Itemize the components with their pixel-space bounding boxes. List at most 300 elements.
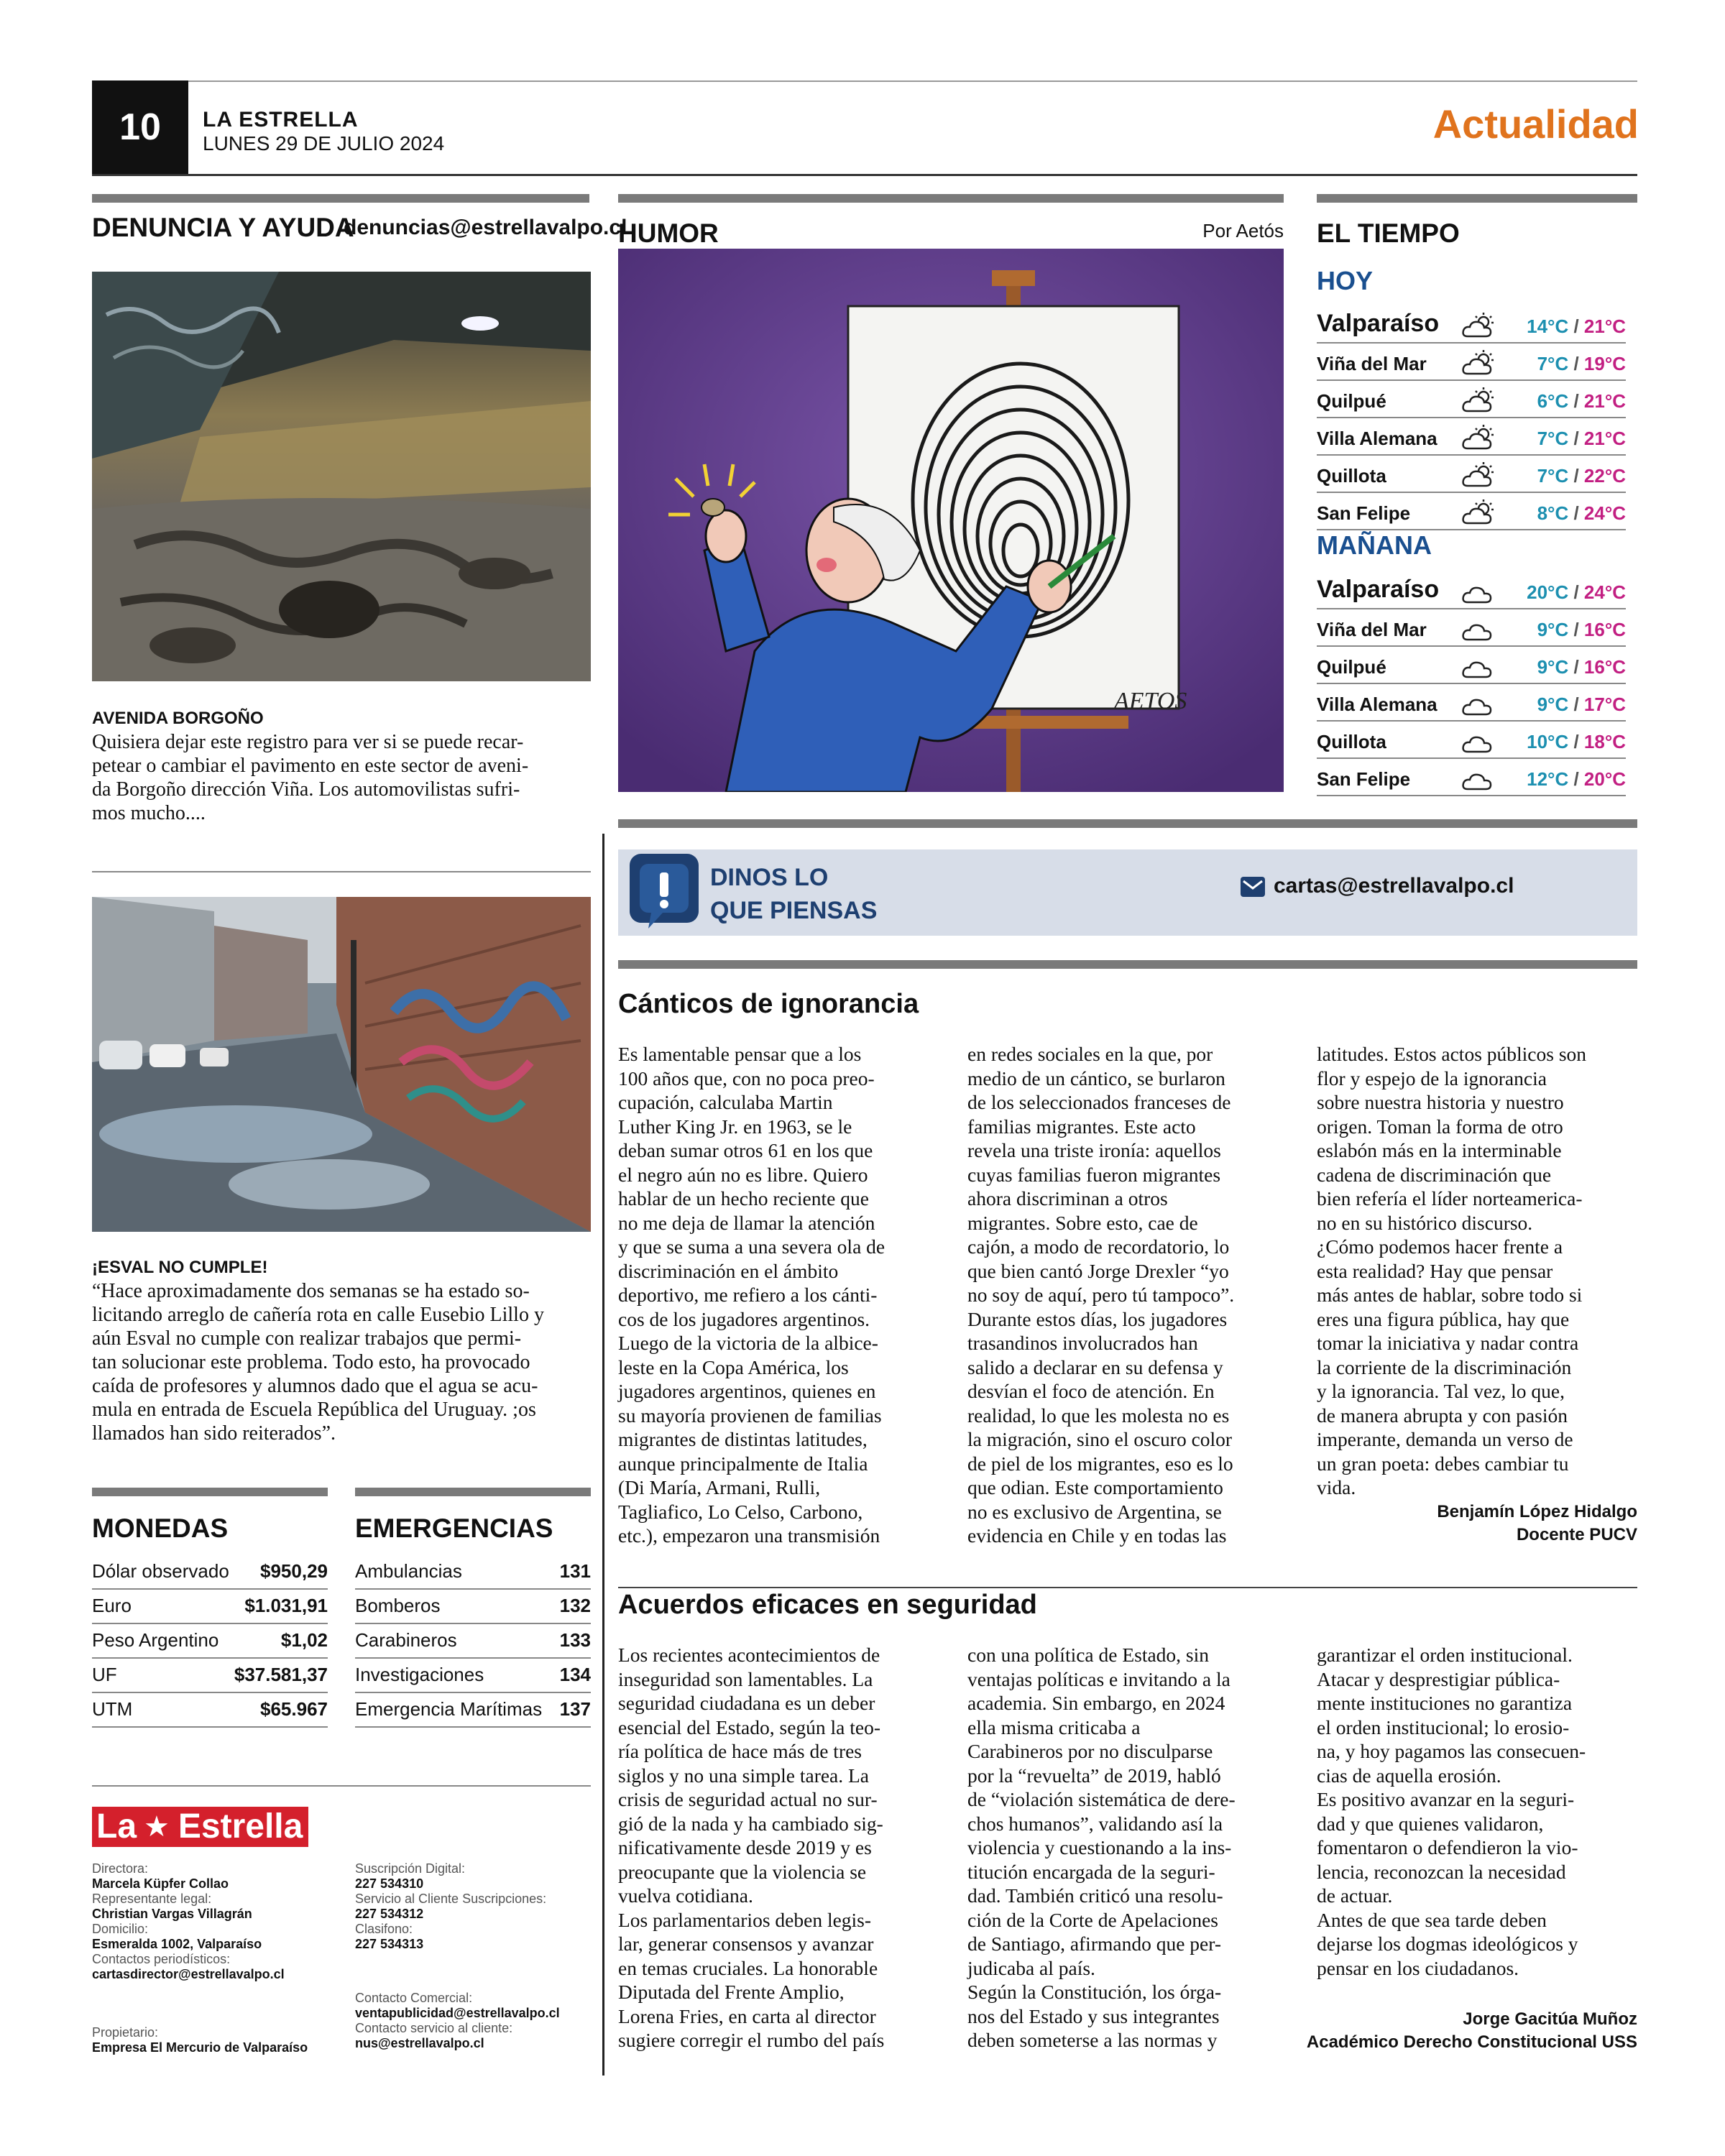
cartoon-image — [618, 249, 1284, 792]
weather-city: Quillota — [1317, 731, 1386, 752]
moneda-label: Peso Argentino — [92, 1629, 219, 1651]
weather-city: Valparaíso — [1317, 576, 1440, 603]
letter-line: Según la Constitución, los órga- — [967, 1981, 1222, 2003]
moneda-label: Dólar observado — [92, 1560, 229, 1582]
weather-temp — [1527, 768, 1626, 791]
report-2-line: tan solucionar este problema. Todo esto, ha provocado — [92, 1351, 530, 1373]
letter-line: ción de la Corte de Apelaciones — [967, 1908, 1218, 1931]
letter-2-role: Académico Derecho Constitucional USS — [1306, 2032, 1637, 2052]
report-2-headline: ¡ESVAL NO CUMPLE! — [92, 1258, 268, 1277]
partly-sunny-icon-svg — [1460, 387, 1498, 415]
staff-value[interactable]: cartasdirector@estrellavalpo.cl — [92, 1967, 285, 1981]
denuncia-email[interactable]: denuncias@estrellavalpo.cl — [344, 216, 627, 239]
letter-line: nos del Estado y sus integrantes — [967, 2004, 1220, 2027]
moneda-row — [92, 1659, 328, 1693]
report-2-line: llamados han sido reiterados”. — [92, 1422, 336, 1445]
weather-max: 16°C — [1583, 656, 1626, 678]
emergencia-label: Bomberos — [355, 1595, 441, 1616]
letter-line: medio de un cántico, se burlaron — [967, 1067, 1225, 1089]
letter-line: de manera abrupta y con pasión — [1317, 1404, 1568, 1427]
cloud-icon — [1460, 765, 1498, 793]
letter-1-column-1 — [618, 1042, 949, 1548]
mail-icon — [1241, 877, 1265, 897]
weather-max: 24°C — [1583, 502, 1626, 524]
letters-top-bar — [618, 960, 1637, 969]
letter-line: Lorena Fries, en carta al director — [618, 2004, 876, 2027]
weather-min: 8°C — [1537, 502, 1569, 524]
cloud-icon — [1460, 690, 1498, 719]
letter-line: mente instituciones no garantiza — [1317, 1692, 1573, 1714]
letter-line: ría política de hace más de tres — [618, 1740, 862, 1762]
letter-2-column-3 — [1317, 1643, 1647, 1980]
letter-line: esta realidad? Hay que pensar — [1317, 1259, 1553, 1282]
letter-line: dad y que quienes validaron, — [1317, 1812, 1544, 1835]
photo-avenida-borgono — [92, 272, 591, 681]
letter-line: vida. — [1317, 1476, 1356, 1498]
weather-min: 7°C — [1537, 428, 1569, 449]
letter-line: eres una figura pública, hay que — [1317, 1307, 1570, 1330]
dinos-title — [710, 861, 877, 927]
weather-temp — [1537, 502, 1626, 525]
moneda-value: $950,29 — [260, 1560, 328, 1582]
letter-line: cadena de discriminación que — [1317, 1163, 1552, 1186]
staff-value: Esmeralda 1002, Valparaíso — [92, 1937, 262, 1951]
partly-sunny-icon — [1460, 424, 1498, 453]
staff-value[interactable]: ventapublicidad@estrellavalpo.cl — [355, 2006, 560, 2020]
weather-min: 20°C — [1527, 581, 1569, 603]
staff-label: Suscripción Digital: — [355, 1861, 466, 1876]
weather-max: 24°C — [1583, 581, 1626, 603]
report-1-line: da Borgoño dirección Viña. Los automovilistas sufri- — [92, 778, 520, 801]
weather-temp — [1537, 619, 1626, 641]
report-2-line: mula en entrada de Escuela República del Uruguay. ;os — [92, 1399, 536, 1421]
report-1-body — [92, 730, 595, 825]
monedas-title: MONEDAS — [92, 1514, 229, 1543]
partly-sunny-icon-svg — [1460, 461, 1498, 490]
letter-line: gió de la nada y ha cambiado sig- — [618, 1812, 883, 1835]
weather-city: Viña del Mar — [1317, 619, 1427, 640]
letter-line: ¿Cómo podemos hacer frente a — [1317, 1235, 1563, 1258]
letter-line: garantizar el orden institucional. — [1317, 1644, 1573, 1666]
emergencias-title: EMERGENCIAS — [355, 1514, 553, 1543]
letter-line: familias migrantes. Este acto — [967, 1115, 1196, 1138]
emergencia-label: Carabineros — [355, 1629, 457, 1651]
weather-temp — [1537, 390, 1626, 413]
letter-2-column-1 — [618, 1643, 949, 2053]
emergencia-number: 134 — [559, 1664, 591, 1685]
moneda-label: Euro — [92, 1595, 132, 1616]
letter-line: deban sumar otros 61 en los que — [618, 1139, 873, 1161]
section-title: Actualidad — [1432, 101, 1639, 147]
moneda-label: UTM — [92, 1698, 133, 1720]
letter-line: na, y hoy pagamos las consecuen- — [1317, 1740, 1586, 1762]
letter-line: no me deja de llamar la atención — [618, 1211, 875, 1234]
letter-line: flor y espejo de la ignorancia — [1317, 1067, 1547, 1089]
letter-line: tomar la iniciativa y nadar contra — [1317, 1332, 1579, 1354]
letter-line: ahora discriminan a otros — [967, 1187, 1168, 1210]
weather-temp — [1527, 315, 1626, 338]
letter-line: ella misma criticaba a — [967, 1715, 1141, 1738]
report-1-line: Quisiera dejar este registro para ver si se puede recar- — [92, 731, 524, 753]
weather-row — [1317, 417, 1626, 456]
staff-value: Marcela Küpfer Collao — [92, 1876, 229, 1891]
weather-max: 20°C — [1583, 768, 1626, 790]
letter-line: pensar en los ciudadanos. — [1317, 1956, 1519, 1979]
letter-2-column-2 — [967, 1643, 1298, 2053]
moneda-row — [92, 1555, 328, 1590]
weather-city: San Felipe — [1317, 502, 1411, 524]
report-1-headline: AVENIDA BORGOÑO — [92, 709, 264, 728]
paper-name: LA ESTRELLA — [203, 108, 359, 132]
cloud-icon-svg — [1460, 578, 1498, 607]
letter-line: por la “revuelta” de 2019, habló — [967, 1764, 1221, 1787]
letter-line: de piel de los migrantes, eso es lo — [967, 1452, 1233, 1475]
letter-line: en temas cruciales. La honorable — [618, 1956, 878, 1979]
letter-line: el negro aún no es libre. Quiero — [618, 1163, 868, 1186]
letter-line: cos de los jugadores argentinos. — [618, 1307, 870, 1330]
temp-separator: / — [1568, 315, 1584, 337]
report-2-body — [92, 1279, 595, 1445]
letter-line: Los parlamentarios deben legis- — [618, 1908, 872, 1931]
letter-line: eslabón más en la interminable — [1317, 1139, 1562, 1161]
cloud-icon — [1460, 615, 1498, 644]
emergencia-row — [355, 1590, 591, 1624]
photo-esval — [92, 897, 591, 1232]
weather-row — [1317, 757, 1626, 796]
monedas-top-bar — [92, 1488, 328, 1496]
letter-line: Los recientes acontecimientos de — [618, 1644, 880, 1666]
temp-separator: / — [1568, 428, 1584, 449]
letter-1-column-3 — [1317, 1042, 1647, 1500]
letter-line: Atacar y desprestigiar pública- — [1317, 1667, 1560, 1690]
letter-line: seguridad ciudadana es un deber — [618, 1692, 875, 1714]
letter-line: 100 años que, con no poca preo- — [618, 1067, 875, 1089]
weather-temp — [1537, 465, 1626, 487]
weather-min: 7°C — [1537, 465, 1569, 487]
partly-sunny-icon-svg — [1460, 312, 1498, 341]
letter-line: de Santiago, afirmando que per- — [967, 1932, 1222, 1955]
letter-line: y la ignorancia. Tal vez, lo que, — [1317, 1380, 1565, 1402]
weather-min: 9°C — [1537, 619, 1569, 640]
temp-separator: / — [1568, 353, 1584, 374]
weather-min: 14°C — [1527, 315, 1569, 337]
partly-sunny-icon-svg — [1460, 349, 1498, 378]
moneda-value: $65.967 — [260, 1698, 328, 1720]
cloud-icon-svg — [1460, 727, 1498, 756]
letter-line: de los seleccionados franceses de — [967, 1091, 1231, 1113]
staff-label: Servicio al Cliente Suscripciones: — [355, 1892, 547, 1906]
letter-line: migrantes de distintas latitudes, — [618, 1428, 868, 1450]
letter-line: con una política de Estado, sin — [967, 1644, 1210, 1666]
letter-line: Diputada del Frente Amplio, — [618, 1981, 845, 2003]
weather-temp — [1537, 694, 1626, 716]
weather-today-label: HOY — [1317, 266, 1374, 295]
weather-city: Villa Alemana — [1317, 694, 1438, 715]
weather-row — [1317, 299, 1626, 344]
letter-line: migrantes. Sobre esto, cae de — [967, 1211, 1198, 1234]
weather-max: 21°C — [1583, 315, 1626, 337]
partly-sunny-icon-svg — [1460, 499, 1498, 528]
weather-city: Villa Alemana — [1317, 428, 1438, 449]
letter-line: revela una triste ironía: aquellos — [967, 1139, 1221, 1161]
letter-line: lencia, reconozcan la necesidad — [1317, 1860, 1566, 1883]
moneda-value: $37.581,37 — [234, 1664, 328, 1685]
logo-la: La — [92, 1807, 141, 1847]
cloud-icon-svg — [1460, 653, 1498, 681]
weather-min: 9°C — [1537, 694, 1569, 715]
photo-avenida-borgono-image — [92, 272, 591, 681]
emergencia-number: 131 — [559, 1560, 591, 1582]
weather-max: 16°C — [1583, 619, 1626, 640]
header-top-rule — [92, 80, 1637, 82]
temp-separator: / — [1568, 694, 1584, 715]
star-icon: ★ — [141, 1807, 172, 1847]
letter-line: latitudes. Estos actos públicos son — [1317, 1043, 1587, 1065]
report-2-line: licitando arreglo de cañería rota en calle Eusebio Lillo y — [92, 1304, 544, 1326]
emergencia-number: 137 — [559, 1698, 591, 1720]
emergencia-row — [355, 1624, 591, 1659]
report-1-line: petear o cambiar el pavimento en este sector de aveni- — [92, 755, 529, 777]
partly-sunny-icon — [1460, 461, 1498, 490]
report-2-line: aún Esval no cumple con realizar trabajos que permi- — [92, 1327, 522, 1350]
cloud-icon-svg — [1460, 615, 1498, 644]
weather-min: 9°C — [1537, 656, 1569, 678]
letter-line: crisis de seguridad actual no sur- — [618, 1788, 878, 1810]
staff-label: Contactos periodísticos: — [92, 1952, 231, 1966]
weather-max: 18°C — [1583, 731, 1626, 752]
letter-line: su mayoría provienen de familias — [618, 1404, 882, 1427]
moneda-row — [92, 1624, 328, 1659]
letters-divider — [618, 1587, 1637, 1588]
letter-line: de “violación sistemática de dere- — [967, 1788, 1236, 1810]
temp-separator: / — [1568, 731, 1584, 752]
letter-line: (Di María, Armani, Rulli, — [618, 1476, 821, 1498]
report-2-line: “Hace aproximadamente dos semanas se ha estado so- — [92, 1280, 530, 1302]
letter-line: más antes de hablar, sobre todo si — [1317, 1284, 1583, 1306]
temp-separator: / — [1568, 581, 1584, 603]
letter-line: Es positivo avanzar en la seguri- — [1317, 1788, 1575, 1810]
denuncia-divider — [92, 871, 591, 872]
staff-owner — [92, 2025, 336, 2055]
weather-row — [1317, 454, 1626, 493]
letter-line: deportivo, me refiero a los cánti- — [618, 1284, 878, 1306]
letter-line: Luego de la victoria de la albice- — [618, 1332, 878, 1354]
staff-label: Propietario: — [92, 2025, 159, 2040]
temp-separator: / — [1568, 768, 1584, 790]
emergencia-label: Emergencia Marítimas — [355, 1698, 543, 1720]
emergencia-label: Investigaciones — [355, 1664, 484, 1685]
weather-city: San Felipe — [1317, 768, 1411, 790]
letter-line: judicaba al país. — [967, 1956, 1095, 1979]
emergencia-number: 132 — [559, 1595, 591, 1616]
mail-icon-svg — [1241, 877, 1265, 897]
letter-line: preocupante que la violencia se — [618, 1860, 867, 1883]
exclamation-icon-svg — [630, 854, 699, 933]
weather-max: 21°C — [1583, 390, 1626, 412]
temp-separator: / — [1568, 502, 1584, 524]
weather-min: 6°C — [1537, 390, 1569, 412]
letter-line: que bien cantó Jorge Drexler “yo — [967, 1259, 1229, 1282]
weather-city: Quillota — [1317, 465, 1386, 487]
letter-line: desvían el foco de atención. En — [967, 1380, 1215, 1402]
moneda-value: $1.031,91 — [244, 1595, 328, 1616]
weather-tomorrow-label: MAÑANA — [1317, 530, 1432, 560]
letter-line: lar, generar consensos y avanzar — [618, 1932, 874, 1955]
weather-row — [1317, 379, 1626, 418]
letter-line: esencial del Estado, según la teo- — [618, 1715, 881, 1738]
staff-value: 227 534312 — [355, 1907, 424, 1921]
staff-value: Christian Vargas Villagrán — [92, 1907, 252, 1921]
staff-label: Representante legal: — [92, 1892, 212, 1906]
weather-row — [1317, 608, 1626, 647]
letter-line: etc.), empezaron una transmisión — [618, 1524, 880, 1547]
letter-line: y que se suma a una severa ola de — [618, 1235, 886, 1258]
letter-line: cajón, a modo de recordatorio, lo — [967, 1235, 1230, 1258]
weather-row — [1317, 565, 1626, 609]
moneda-row — [92, 1693, 328, 1728]
temp-separator: / — [1568, 656, 1584, 678]
letter-1-column-2 — [967, 1042, 1298, 1548]
weather-row — [1317, 342, 1626, 381]
denuncia-top-bar — [92, 194, 589, 203]
temp-separator: / — [1568, 465, 1584, 487]
staff-label: Clasifono: — [355, 1922, 413, 1936]
letter-line: jugadores argentinos, quienes en — [618, 1380, 876, 1402]
staff-label: Directora: — [92, 1861, 149, 1876]
dinos-line-2: QUE PIENSAS — [710, 897, 878, 924]
humor-top-bar — [618, 194, 1284, 203]
letter-2-title: Acuerdos eficaces en seguridad — [618, 1590, 1037, 1620]
weather-min: 7°C — [1537, 353, 1569, 374]
cloud-icon — [1460, 578, 1498, 607]
staff-value: 227 534313 — [355, 1937, 424, 1951]
emergencias-top-bar — [355, 1488, 591, 1496]
weather-temp — [1527, 731, 1626, 753]
moneda-row — [92, 1590, 328, 1624]
emergencia-label: Ambulancias — [355, 1560, 462, 1582]
partly-sunny-icon — [1460, 349, 1498, 378]
estrella-logo — [92, 1807, 308, 1847]
letter-1-author: Benjamín López Hidalgo — [1437, 1502, 1637, 1521]
column-separator — [602, 834, 604, 2076]
staff-label: Contacto servicio al cliente: — [355, 2021, 513, 2035]
weather-top-bar — [1317, 194, 1637, 203]
dinos-email[interactable]: cartas@estrellavalpo.cl — [1274, 874, 1514, 898]
emergencia-number: 133 — [559, 1629, 591, 1651]
letter-line: Tagliafico, Lo Celso, Carbono, — [618, 1500, 863, 1523]
staff-right-contacts — [355, 1991, 592, 2051]
weather-temp — [1537, 656, 1626, 678]
cloud-icon — [1460, 727, 1498, 756]
temp-separator: / — [1568, 619, 1584, 640]
letter-line: bien refería el líder norteamerica- — [1317, 1187, 1583, 1210]
cartoon-signature: AETOS — [1114, 688, 1187, 714]
weather-city: Valparaíso — [1317, 310, 1440, 337]
denuncia-title: DENUNCIA Y AYUDA — [92, 213, 354, 242]
letter-line: deben someterse a las normas y — [967, 2029, 1218, 2051]
weather-min: 12°C — [1527, 768, 1569, 790]
staff-label: Domicilio: — [92, 1922, 149, 1936]
letter-line: realidad, lo que les molesta no es — [967, 1404, 1230, 1427]
paper-date: LUNES 29 DE JULIO 2024 — [203, 132, 445, 155]
letter-line: leste en la Copa América, los — [618, 1355, 849, 1378]
staff-label: Contacto Comercial: — [355, 1991, 473, 2005]
weather-city: Quilpué — [1317, 656, 1386, 678]
letter-line: trasandinos involucrados han — [967, 1332, 1198, 1354]
cloud-icon-svg — [1460, 690, 1498, 719]
letter-line: de actuar. — [1317, 1884, 1393, 1907]
letter-line: ventajas políticas e invitando a la — [967, 1667, 1230, 1690]
letter-line: violencia y cuestionando a la ins- — [967, 1836, 1232, 1858]
weather-title: EL TIEMPO — [1317, 218, 1460, 248]
humor-byline: Por Aetós — [1202, 220, 1284, 241]
weather-max: 17°C — [1583, 694, 1626, 715]
cloud-icon-svg — [1460, 765, 1498, 793]
letter-line: cupación, calculaba Martin — [618, 1091, 833, 1113]
letter-line: salido a declarar en su defensa y — [967, 1355, 1223, 1378]
letter-line: la corriente de la discriminación — [1317, 1355, 1572, 1378]
letter-line: en redes sociales en la que, por — [967, 1043, 1213, 1065]
letter-line: discriminación en el ámbito — [618, 1259, 839, 1282]
weather-temp — [1537, 428, 1626, 450]
report-1-line: mos mucho.... — [92, 802, 206, 824]
header-bottom-rule — [92, 174, 1637, 176]
partly-sunny-icon-svg — [1460, 424, 1498, 453]
emergencia-row — [355, 1659, 591, 1693]
emergencia-row — [355, 1693, 591, 1728]
logo-estrella: Estrella — [172, 1807, 308, 1847]
letter-1-title: Cánticos de ignorancia — [618, 989, 919, 1019]
letter-line: titución encargada de la seguri- — [967, 1860, 1215, 1883]
staff-value: 227 534310 — [355, 1876, 424, 1891]
humor-title: HUMOR — [618, 218, 719, 248]
letter-line: academia. Sin embargo, en 2024 — [967, 1692, 1225, 1714]
dinos-top-bar — [618, 819, 1637, 828]
partly-sunny-icon — [1460, 499, 1498, 528]
letter-line: no es exclusivo de Argentina, se — [967, 1500, 1222, 1523]
staff-right — [355, 1861, 592, 1952]
partly-sunny-icon — [1460, 387, 1498, 415]
weather-max: 22°C — [1583, 465, 1626, 487]
letter-line: cias de aquella erosión. — [1317, 1764, 1501, 1787]
letter-line: fomentaron o defendieron la vio- — [1317, 1836, 1578, 1858]
cloud-icon — [1460, 653, 1498, 681]
letter-line: no en su histórico discurso. — [1317, 1211, 1533, 1234]
exclamation-icon — [630, 854, 699, 923]
letter-line: la migración, sino el oscuro color — [967, 1428, 1233, 1450]
weather-max: 19°C — [1583, 353, 1626, 374]
photo-esval-image — [92, 897, 591, 1232]
letter-line: inseguridad son lamentables. La — [618, 1667, 873, 1690]
weather-city: Quilpué — [1317, 390, 1386, 412]
letter-line: no soy de aquí, pero tú tampoco”. — [967, 1284, 1235, 1306]
letter-1-role: Docente PUCV — [1516, 1525, 1637, 1544]
letter-line: Durante estos días, los jugadores — [967, 1307, 1228, 1330]
weather-row — [1317, 720, 1626, 759]
weather-row — [1317, 492, 1626, 530]
letter-line: sobre nuestra historia y nuestro — [1317, 1091, 1564, 1113]
letter-line: siglos y no una simple tarea. La — [618, 1764, 870, 1787]
letter-line: origen. Toman la forma de otro — [1317, 1115, 1563, 1138]
letter-line: dejarse los dogmas ideológicos y — [1317, 1932, 1578, 1955]
temp-separator: / — [1568, 390, 1584, 412]
letter-line: chos humanos”, validando así la — [967, 1812, 1223, 1835]
staff-value[interactable]: nus@estrellavalpo.cl — [355, 2036, 484, 2050]
letter-line: aunque principalmente de Italia — [618, 1452, 868, 1475]
moneda-label: UF — [92, 1664, 117, 1685]
letter-line: dad. También criticó una resolu- — [967, 1884, 1223, 1907]
letter-line: Luther King Jr. en 1963, se le — [618, 1115, 852, 1138]
